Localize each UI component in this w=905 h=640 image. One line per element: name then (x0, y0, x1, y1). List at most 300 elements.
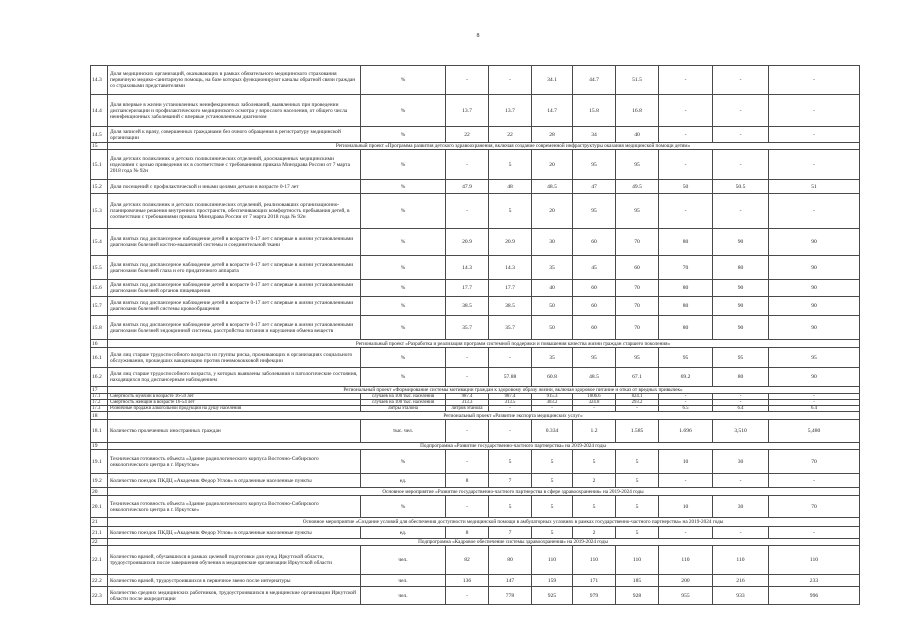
row-value: 60.8 (532, 368, 573, 387)
row-description: Доля лиц старше трудоспособного возраста, у которых выявлены заболевания и патологические состояния, находящихся под диспансерным наблюдением (108, 368, 361, 387)
row-description: Техническая готовность объекта «Здание радиологического корпуса Восточно-Сибирского онкологического центра в г. Иркутске» (108, 496, 361, 518)
row-value: 10 (659, 450, 713, 474)
row-value: - (659, 474, 713, 488)
row-description: Доля лиц старше трудоспособного возраста из группы риска, проживающих в организациях социального обслуживания, прошедших вакцинацию против пневмококковой инфекции (108, 348, 361, 368)
table-row (91, 450, 860, 474)
row-value: - (659, 394, 713, 400)
table-row (91, 95, 860, 127)
table-row (91, 280, 860, 297)
row-value: - (769, 95, 860, 127)
row-value: 933 (713, 587, 769, 605)
row-value: 90 (769, 256, 860, 280)
table-row (91, 587, 860, 605)
row-value: 90 (713, 316, 769, 340)
row-value: 5 (616, 527, 659, 539)
row-value: 5 (489, 150, 532, 180)
row-description: Доля посещений с профилактической и иными целями детьми в возрасте 0-17 лет (108, 180, 361, 194)
row-value: 778 (489, 587, 532, 605)
row-value: 2 (573, 474, 616, 488)
row-number: 14.4 (91, 95, 108, 127)
row-value: 324.8 (573, 400, 616, 406)
row-number: 18.1 (91, 420, 108, 443)
row-value: 67.1 (616, 368, 659, 387)
row-value: 303.2 (532, 400, 573, 406)
row-value: 110 (573, 546, 616, 575)
row-value: 48.5 (573, 368, 616, 387)
row-value: 293.2 (616, 400, 659, 406)
row-number: 20.1 (91, 496, 108, 518)
row-value: - (769, 474, 860, 488)
row-value: - (769, 127, 860, 143)
row-value: - (713, 527, 769, 539)
row-value: 47 (573, 180, 616, 194)
row-value: 35.7 (446, 316, 489, 340)
row-value: литров этанола (446, 406, 489, 412)
table-row (91, 66, 860, 95)
row-value: 48.5 (532, 180, 573, 194)
row-value: 70 (769, 450, 860, 474)
table-row (91, 150, 860, 180)
row-value: 110 (769, 546, 860, 575)
row-value: 80 (659, 297, 713, 316)
row-value: 95 (616, 150, 659, 180)
section-title: Основное мероприятие «Развитие государственно-частного партнерства в сфере здравоохранения» на 2019-2024 годы (108, 488, 860, 496)
table-row (91, 194, 860, 229)
row-value: 45 (573, 256, 616, 280)
row-value: 47.9 (446, 180, 489, 194)
row-value: 22 (446, 127, 489, 143)
row-value: - (573, 406, 616, 412)
row-value: 5 (616, 450, 659, 474)
section-header-row (91, 488, 860, 496)
row-value: 915.3 (532, 394, 573, 400)
row-value: - (713, 394, 769, 400)
table-row (91, 229, 860, 256)
row-number: 15.2 (91, 180, 108, 194)
row-value: 95 (769, 348, 860, 368)
row-value: 3,510 (713, 420, 769, 443)
row-value: 5 (573, 496, 616, 518)
page-number: 8 (476, 33, 480, 39)
row-value: 2 (573, 527, 616, 539)
section-number: 19 (91, 443, 108, 450)
row-value: 49.5 (616, 180, 659, 194)
row-description: Розничные продажи алкогольной продукции на душу населения (108, 406, 361, 412)
row-value: 80 (713, 368, 769, 387)
row-value: 95 (616, 348, 659, 368)
row-value: 7 (489, 474, 532, 488)
row-value: 90 (713, 297, 769, 316)
row-value: 5 (616, 474, 659, 488)
row-value: 1006.6 (573, 394, 616, 400)
row-unit: % (361, 66, 446, 95)
row-number: 17.1 (91, 394, 108, 400)
row-value: 979 (573, 587, 616, 605)
row-value: 44.7 (573, 66, 616, 95)
row-value: 14.3 (489, 256, 532, 280)
row-value: 5 (532, 527, 573, 539)
row-value: 5 (489, 496, 532, 518)
row-value: 30 (532, 229, 573, 256)
section-header-row (91, 443, 860, 450)
row-value: 40 (616, 127, 659, 143)
row-value: 5 (489, 194, 532, 229)
row-description: Количество врачей, трудоустроившихся в первичное звено после интернатуры (108, 575, 361, 587)
row-number: 19.2 (91, 474, 108, 488)
row-value: 50 (532, 316, 573, 340)
row-unit: чел. (361, 575, 446, 587)
row-value: 95 (713, 348, 769, 368)
row-value: - (446, 587, 489, 605)
row-value: 82 (446, 546, 489, 575)
row-value: 70 (769, 496, 860, 518)
row-description: Доля взятых под диспансерное наблюдение детей в возрасте 0-17 лет с впервые в жизни установленными диагнозами болезней костно-мышечной системы и соединительной ткани (108, 229, 361, 256)
section-title: Подпрограмма «Развитие государственно-частного партнерства» на 2019-2024 годы (108, 443, 860, 450)
row-value: - (713, 194, 769, 229)
row-description: Количество врачей, обучавшихся в рамках целевой подготовки для нужд Иркутской области, трудоустроившихся после завершения обучения в медицинские организации Иркутской области (108, 546, 361, 575)
row-value: 13.7 (489, 95, 532, 127)
section-header-row (91, 387, 860, 394)
table-row (91, 575, 860, 587)
row-value: 20 (532, 150, 573, 180)
row-value: 17.7 (446, 280, 489, 297)
row-number: 21.1 (91, 527, 108, 539)
row-number: 15.8 (91, 316, 108, 340)
row-value: - (446, 420, 489, 443)
row-value: 80 (489, 546, 532, 575)
row-description: Количество пролеченных иностранных граждан (108, 420, 361, 443)
row-value: 1.2 (573, 420, 616, 443)
row-value: - (446, 450, 489, 474)
row-description: Техническая готовность объекта «Здание радиологического корпуса Восточно-Сибирского онкологического центра в г. Иркутске» (108, 450, 361, 474)
row-value: - (659, 194, 713, 229)
row-unit: чел. (361, 546, 446, 575)
row-value: - (769, 66, 860, 95)
row-value: 35 (532, 348, 573, 368)
table-row (91, 527, 860, 539)
row-value: - (489, 420, 532, 443)
row-value: - (446, 368, 489, 387)
row-description: Доля взятых под диспансерное наблюдение детей в возрасте 0-17 лет с впервые в жизни установленными диагнозами болезней органов пищеварения (108, 280, 361, 297)
row-unit: случаев на 100 тыс. населения (361, 400, 446, 406)
row-value: 5 (573, 450, 616, 474)
table-row (91, 316, 860, 340)
row-number: 15.1 (91, 150, 108, 180)
row-number: 22.2 (91, 575, 108, 587)
row-number: 17.3 (91, 406, 108, 412)
row-value: 50 (659, 180, 713, 194)
row-value: 20 (532, 194, 573, 229)
row-value: 14.3 (446, 256, 489, 280)
row-value: - (446, 348, 489, 368)
row-value: 70 (616, 229, 659, 256)
row-value: 95 (573, 348, 616, 368)
row-value: - (532, 406, 573, 412)
row-value: 70 (616, 297, 659, 316)
row-value: 95 (573, 150, 616, 180)
table-row (91, 180, 860, 194)
row-value: 60 (573, 297, 616, 316)
row-value: - (659, 95, 713, 127)
row-unit: % (361, 297, 446, 316)
row-value: 110 (616, 546, 659, 575)
row-value: 50.5 (713, 180, 769, 194)
row-value: 40 (532, 280, 573, 297)
row-value: - (659, 66, 713, 95)
section-title: Региональный проект «Программа развития детского здравоохранения, включая создание современной инфраструктуры оказания медицинской помощи детям» (108, 143, 860, 150)
row-description: Доля записей к врачу, совершенных гражданами без очного обращения в регистратуру медицинской организации (108, 127, 361, 143)
table-row (91, 127, 860, 143)
row-unit: ед. (361, 474, 446, 488)
table-row (91, 496, 860, 518)
row-value: - (769, 194, 860, 229)
row-value: 90 (769, 368, 860, 387)
row-value: 20.9 (489, 229, 532, 256)
section-header-row (91, 518, 860, 527)
row-value: 60 (573, 229, 616, 256)
row-value: 90 (713, 229, 769, 256)
row-value: 90 (769, 229, 860, 256)
row-number: 15.3 (91, 194, 108, 229)
section-number: 16 (91, 340, 108, 348)
section-number: 22 (91, 539, 108, 546)
row-value: 10 (659, 496, 713, 518)
section-header-row (91, 539, 860, 546)
row-value: - (489, 406, 532, 412)
section-title: Региональный проект «Формирование системы мотивации граждан к здоровому образу жизни, включая здоровое питание и отказ от вредных привычек» (108, 387, 860, 394)
row-value: 51 (769, 180, 860, 194)
row-value: 17.7 (489, 280, 532, 297)
row-value: - (769, 150, 860, 180)
section-title: Основное мероприятие «Создание условий для обеспечения доступности медицинской помощи в амбулаторных условиях в рамках государственно-частного партнерства» на 2019-2024 годы (108, 518, 860, 527)
row-value: 171 (573, 575, 616, 587)
row-description: Доля медицинских организаций, оказывающих в рамках обязательного медицинского страхования первичную медико-санитарную помощь, на базе которых функционируют каналы обратной связи граждан со страховыми представителями (108, 66, 361, 95)
row-value: 30 (713, 496, 769, 518)
section-number: 18 (91, 412, 108, 420)
row-value: 80 (659, 229, 713, 256)
row-value: 987.4 (489, 394, 532, 400)
row-value: 14.7 (532, 95, 573, 127)
row-value: 6.5 (659, 406, 713, 412)
row-value: 38.5 (489, 297, 532, 316)
row-number: 19.1 (91, 450, 108, 474)
row-unit: % (361, 496, 446, 518)
row-description: Количество средних медицинских работников, трудоустроившихся в медицинские организации Иркутской области после аккредитации (108, 587, 361, 605)
row-number: 14.3 (91, 66, 108, 95)
row-value: - (446, 496, 489, 518)
row-description: Смертность мужчин в возрасте 16-59 лет (108, 394, 361, 400)
row-value: 925 (532, 587, 573, 605)
row-number: 22.3 (91, 587, 108, 605)
row-value: 5 (532, 474, 573, 488)
row-value: - (446, 194, 489, 229)
row-description: Доля детских поликлиник и детских поликлинических отделений, дооснащенных медицинскими изделиями с целью приведения их в соответствие с требованиями приказа Минздрава России от 7 марта 2018 года № 92н (108, 150, 361, 180)
row-value: 987.4 (446, 394, 489, 400)
row-value: 5,480 (769, 420, 860, 443)
row-value: - (659, 527, 713, 539)
row-value: 216 (713, 575, 769, 587)
row-value: 6.4 (769, 406, 860, 412)
row-description: Количество поездок ПКДЦ «Академик Федор Углов» в отдаленные населенные пункты (108, 474, 361, 488)
row-value: 159 (532, 575, 573, 587)
row-value: 147 (489, 575, 532, 587)
table-row (91, 368, 860, 387)
row-value: 15.8 (573, 95, 616, 127)
row-value: 90 (769, 280, 860, 297)
row-value: 80 (659, 316, 713, 340)
row-value: 60 (616, 256, 659, 280)
row-value: - (446, 66, 489, 95)
row-value: - (769, 527, 860, 539)
row-unit: литры эталона (361, 406, 446, 412)
row-unit: % (361, 229, 446, 256)
row-value: - (713, 127, 769, 143)
row-value: 824.1 (616, 394, 659, 400)
row-value: 8 (446, 527, 489, 539)
row-value: - (713, 66, 769, 95)
row-value: - (769, 400, 860, 406)
row-value: 13.7 (446, 95, 489, 127)
row-value: - (659, 150, 713, 180)
table-row (91, 474, 860, 488)
row-value: 48 (489, 180, 532, 194)
section-header-row (91, 412, 860, 420)
row-description: Доля впервые в жизни установленных неинфекционных заболеваний, выявленных при проведении диспансеризации и профилактического медицинского осмотра у взрослого населения, от общего числа неинфекционных заболеваний с впервые установленным диагнозом (108, 95, 361, 127)
section-number: 21 (91, 518, 108, 527)
row-value: 5 (532, 450, 573, 474)
row-value: 51.5 (616, 66, 659, 95)
row-value: 22 (489, 127, 532, 143)
row-value: 95 (659, 348, 713, 368)
row-number: 22.1 (91, 546, 108, 575)
row-unit: % (361, 194, 446, 229)
row-value: - (713, 95, 769, 127)
table-row (91, 348, 860, 368)
row-number: 15.7 (91, 297, 108, 316)
row-number: 15.5 (91, 256, 108, 280)
row-value: 6.4 (713, 406, 769, 412)
row-value: - (659, 127, 713, 143)
row-number: 14.5 (91, 127, 108, 143)
row-value: 34.1 (532, 66, 573, 95)
row-description: Количество поездок ПКДЦ «Академик Федор Углов» в отдаленные населенные пункты (108, 527, 361, 539)
row-value: 1.696 (659, 420, 713, 443)
row-value: 136 (446, 575, 489, 587)
section-number: 15 (91, 143, 108, 150)
row-value: 16.8 (616, 95, 659, 127)
row-value: - (616, 406, 659, 412)
row-value: 95 (573, 194, 616, 229)
row-value: 90 (769, 316, 860, 340)
row-value: 69.2 (659, 368, 713, 387)
row-unit: % (361, 348, 446, 368)
row-value: 955 (659, 587, 713, 605)
row-value: - (659, 400, 713, 406)
row-value: 110 (659, 546, 713, 575)
row-value: 60 (573, 316, 616, 340)
row-number: 15.4 (91, 229, 108, 256)
section-number: 20 (91, 488, 108, 496)
row-unit: % (361, 180, 446, 194)
row-value: 80 (659, 280, 713, 297)
row-value: 34 (573, 127, 616, 143)
row-unit: % (361, 127, 446, 143)
table-row (91, 546, 860, 575)
row-value: 70 (659, 256, 713, 280)
row-description: Доля взятых под диспансерное наблюдение детей в возрасте 0-17 лет с впервые в жизни установленными диагнозами болезней эндокринной системы, расстройства питания и нарушения обмена веществ (108, 316, 361, 340)
row-unit: % (361, 368, 446, 387)
row-unit: % (361, 280, 446, 297)
row-value: 95 (616, 194, 659, 229)
row-value: 20.9 (446, 229, 489, 256)
row-value: 90 (713, 280, 769, 297)
row-value: - (713, 400, 769, 406)
row-value: 90 (769, 297, 860, 316)
row-value: 110 (713, 546, 769, 575)
row-value: 8 (446, 474, 489, 488)
row-value: 5 (616, 496, 659, 518)
row-value: 57.88 (489, 368, 532, 387)
row-unit: чел. (361, 587, 446, 605)
row-value: 5 (532, 496, 573, 518)
row-unit: % (361, 150, 446, 180)
row-number: 16.1 (91, 348, 108, 368)
row-value: - (489, 348, 532, 368)
table-row (91, 256, 860, 280)
row-value: - (489, 66, 532, 95)
section-title: Региональный проект «Разработка и реализация программ системной поддержки и повышения качества жизни граждан старшего поколения» (108, 340, 860, 348)
row-description: Доля детских поликлиник и детских поликлинических отделений, реализовавших организационно-планировочные решения внутренних пространств, обеспечивающих комфортность пребывания детей, в соответствии с требованиями приказа Минздрава России от 7 марта 2018 года № 92н (108, 194, 361, 229)
row-unit: % (361, 450, 446, 474)
row-value: 70 (616, 316, 659, 340)
row-value: 928 (616, 587, 659, 605)
row-value: 110 (532, 546, 573, 575)
row-value: 38.5 (446, 297, 489, 316)
section-header-row (91, 143, 860, 150)
section-number: 17 (91, 387, 108, 394)
row-value: 185 (616, 575, 659, 587)
row-value: - (769, 394, 860, 400)
section-title: Региональный проект «Развитие экспорта медицинских услуг» (108, 412, 860, 420)
row-value: 200 (659, 575, 713, 587)
row-value: - (446, 150, 489, 180)
row-value: 35.7 (489, 316, 532, 340)
row-description: Доля взятых под диспансерное наблюдение детей в возрасте 0-17 лет с впервые в жизни установленными диагнозами болезней глаза и его придаточного аппарата (108, 256, 361, 280)
row-number: 16.2 (91, 368, 108, 387)
row-value: 0.334 (532, 420, 573, 443)
row-unit: тыс. чел. (361, 420, 446, 443)
table-row (91, 297, 860, 316)
row-unit: % (361, 95, 446, 127)
row-value: 70 (616, 280, 659, 297)
row-value: 313.5 (489, 400, 532, 406)
row-number: 15.6 (91, 280, 108, 297)
row-value: - (713, 474, 769, 488)
row-unit: % (361, 316, 446, 340)
section-header-row (91, 340, 860, 348)
row-value: 1.585 (616, 420, 659, 443)
row-value: 996 (769, 587, 860, 605)
row-value: 313.3 (446, 400, 489, 406)
row-value: 7 (489, 527, 532, 539)
row-unit: % (361, 256, 446, 280)
row-value: - (713, 150, 769, 180)
row-value: 28 (532, 127, 573, 143)
row-value: 233 (769, 575, 860, 587)
table-row (91, 420, 860, 443)
row-value: 80 (713, 256, 769, 280)
row-value: 60 (573, 280, 616, 297)
